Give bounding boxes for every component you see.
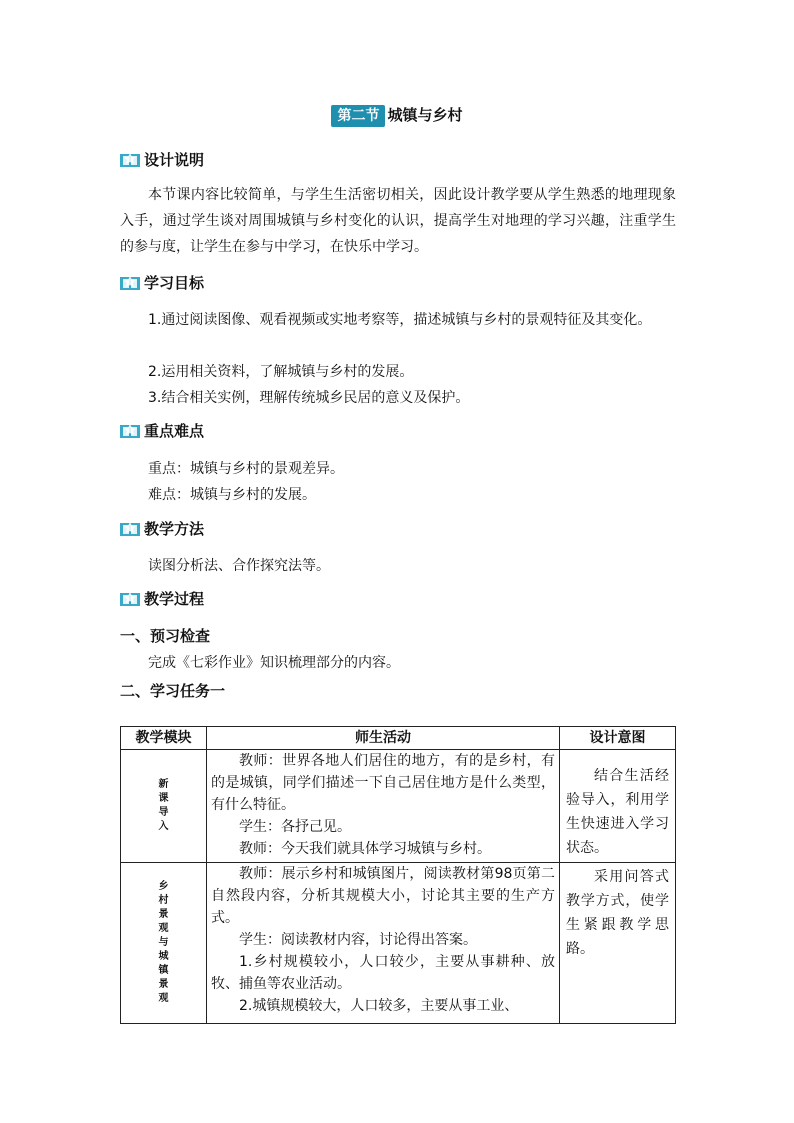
book-icon bbox=[120, 591, 140, 607]
book-icon bbox=[120, 423, 140, 439]
table-header-row bbox=[121, 727, 676, 750]
activity-line: 2.城镇规模较大，人口较多，主要从事工业、 bbox=[239, 998, 519, 1014]
activity-line: 学生：阅读教材内容，讨论得出答案。 bbox=[239, 932, 477, 948]
heading-goals-label: 学习目标 bbox=[144, 274, 205, 292]
heading-process bbox=[120, 588, 204, 610]
heading-design bbox=[120, 149, 204, 171]
book-icon bbox=[120, 521, 140, 537]
book-icon bbox=[120, 275, 140, 291]
heading-process-label: 教学过程 bbox=[144, 590, 205, 608]
activity-line: 教师：今天我们就具体学习城镇与乡村。 bbox=[239, 841, 491, 857]
goal-item-1: 1.通过阅读图像、观看视频或实地考察等，描述城镇与乡村的景观特征及其变化。 bbox=[148, 312, 652, 328]
lesson-title-text: 城镇与乡村 bbox=[387, 106, 463, 124]
activity-line: 学生：各抒己见。 bbox=[239, 819, 351, 835]
heading-goals bbox=[120, 272, 204, 294]
heading-key bbox=[120, 420, 204, 442]
key-focus: 重点：城镇与乡村的景观差异。 bbox=[148, 461, 344, 477]
header-activities: 师生活动 bbox=[207, 727, 560, 750]
design-paragraph: 本节课内容比较简单，与学生生活密切相关，因此设计教学要从学生熟悉的地理现象入手，通过学生谈对周围城镇与乡村变化的认识，提高学生对地理的学习兴趣，注重学生的参与度，让学生在参与中学习，在快乐中学习。 bbox=[120, 187, 676, 255]
lesson-title bbox=[0, 104, 794, 127]
heading-method-label: 教学方法 bbox=[144, 520, 205, 538]
process-part2-title: 二、学习任务一 bbox=[120, 682, 226, 700]
key-difficulty: 难点：城镇与乡村的发展。 bbox=[148, 487, 316, 503]
activities-cell bbox=[207, 750, 560, 863]
intent-cell: 采用问答式教学方式，使学生紧跟教学思路。 bbox=[560, 863, 676, 1024]
header-module: 教学模块 bbox=[121, 727, 207, 750]
process-part1-body: 完成《七彩作业》知识梳理部分的内容。 bbox=[148, 655, 400, 671]
heading-key-label: 重点难点 bbox=[144, 422, 205, 440]
module-label: 乡村景观与城镇景观 bbox=[158, 881, 169, 1004]
activity-line: 教师：世界各地人们居住的地方，有的是乡村，有的是城镇，同学们描述一下自己居住地方是什么类型，有什么特征。 bbox=[211, 753, 555, 813]
book-icon bbox=[120, 152, 140, 168]
goal-item-2: 2.运用相关资料，了解城镇与乡村的发展。 bbox=[148, 364, 414, 380]
lesson-plan-table bbox=[120, 726, 676, 1024]
process-part1-title: 一、预习检查 bbox=[120, 627, 211, 645]
intent-cell: 结合生活经验导入，利用学生快速进入学习状态。 bbox=[560, 750, 676, 863]
method-text: 读图分析法、合作探究法等。 bbox=[148, 558, 330, 574]
activities-cell bbox=[207, 863, 560, 1024]
activity-line: 教师：展示乡村和城镇图片，阅读教材第98页第二自然段内容，分析其规模大小，讨论其主要的生产方式。 bbox=[211, 866, 555, 926]
header-intent: 设计意图 bbox=[560, 727, 676, 750]
goal-item-3: 3.结合相关实例，理解传统城乡民居的意义及保护。 bbox=[148, 390, 470, 406]
module-cell bbox=[121, 863, 207, 1024]
module-label: 新课导入 bbox=[158, 779, 169, 832]
table-row bbox=[121, 863, 676, 1024]
heading-design-label: 设计说明 bbox=[144, 151, 205, 169]
heading-method bbox=[120, 518, 204, 540]
table-row bbox=[121, 750, 676, 863]
module-cell bbox=[121, 750, 207, 863]
section-badge: 第二节 bbox=[331, 105, 385, 127]
activity-line: 1.乡村规模较小，人口较少，主要从事耕种、放牧、捕鱼等农业活动。 bbox=[211, 954, 555, 992]
